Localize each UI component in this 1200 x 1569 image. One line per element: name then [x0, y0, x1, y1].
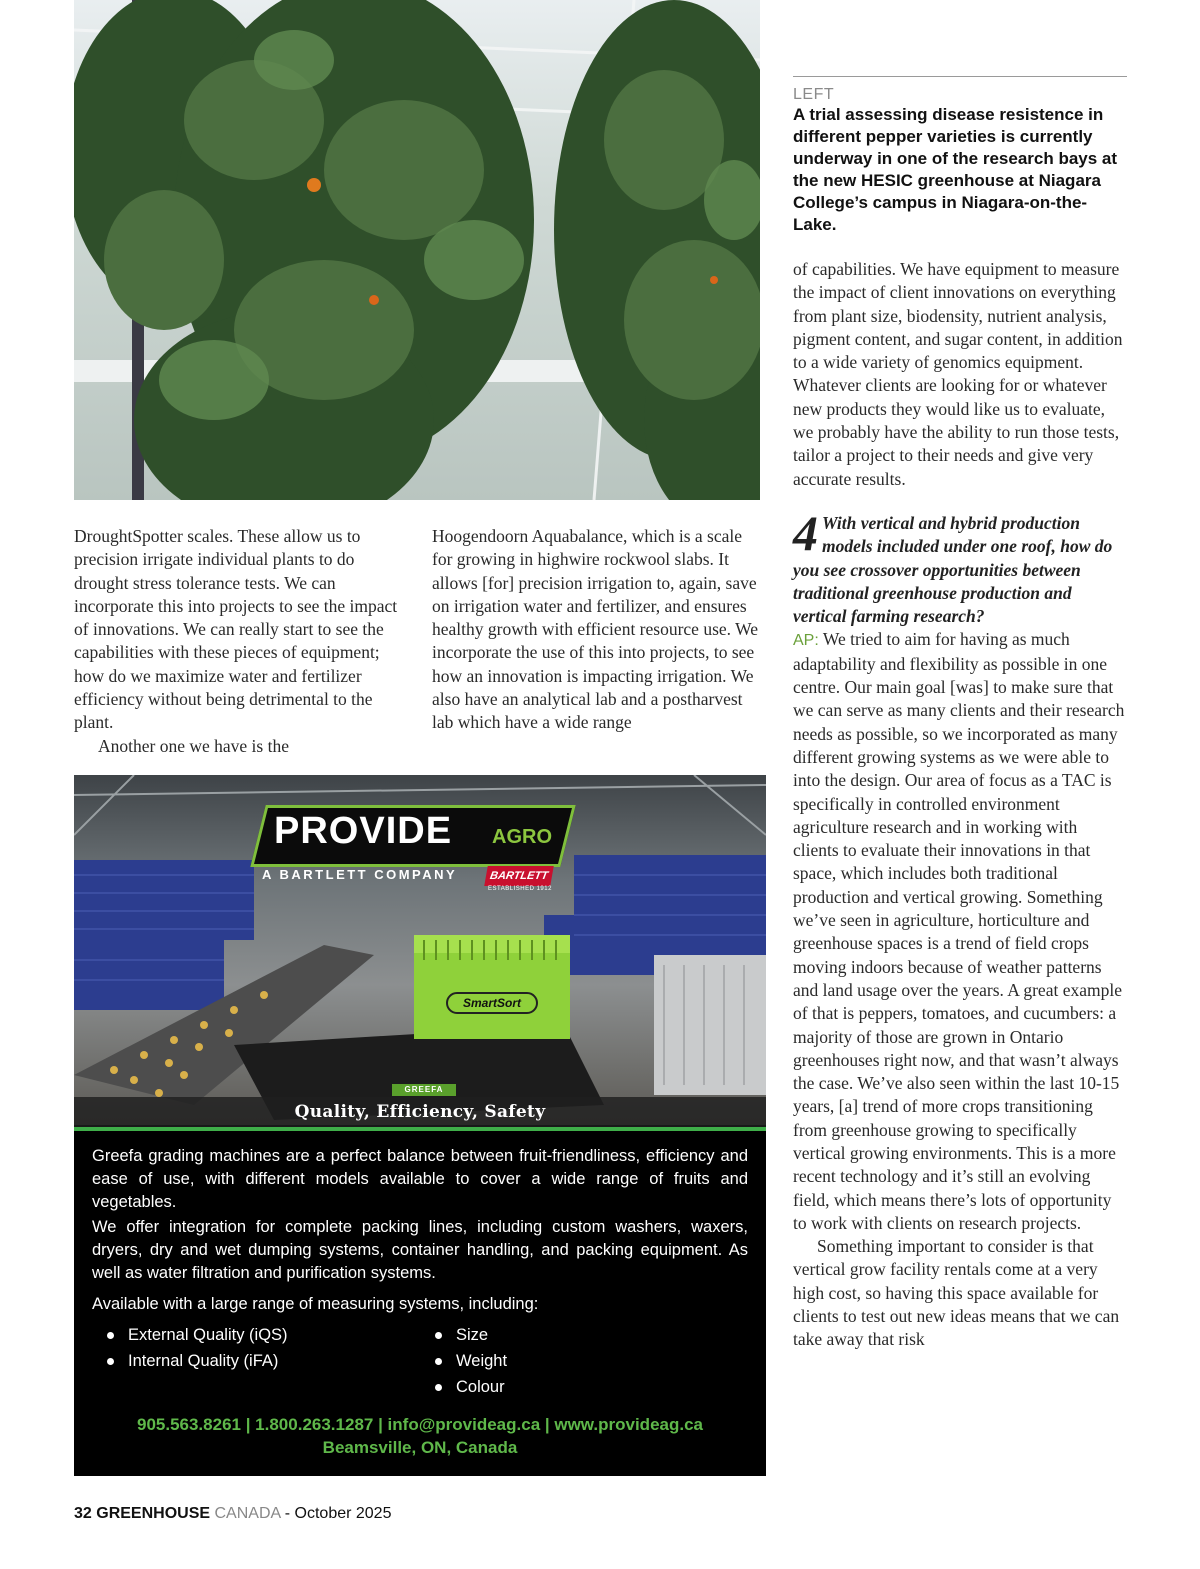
agro-logo-text: AGRO — [492, 826, 552, 848]
provide-logo-text: PROVIDE — [274, 810, 453, 852]
ad-paragraph: Greefa grading machines are a perfect balance between fruit-friendliness, efficiency and ease of use, with different models available to cover a wide range of fruits and vegetables. — [92, 1147, 748, 1211]
bartlett-company-subtitle: A BARTLETT COMPANY — [262, 867, 458, 882]
answer-text: We tried to aim for having as much adaptability and flexibility as possible in one centre. Our main goal [was] to make sure that we can serve as many clients and their research needs as possible, so we incorporated as many different growing systems as we were able to into the design. Our area of focus as a TAC is specifically in controlled environment agriculture research and in working with clients to evaluate their innovations in that space, which includes both traditional production and vertical growing. Something we’ve seen in agriculture, horticulture and greenhouse spaces is a trend of field crops moving indoors because of weather patterns and land usage over the years. A great example of that is peppers, tomatoes, and cucumbers: a majority of those are grown in Ontario greenhouses right now, and that wasn’t always the case. We’ve also seen within the last 10-15 years, [a] trend of more crops transitioning from greenhouse growing to specifically vertical growing environments. This is a more recent technology and it’s still an evolving field, which means there’s lots of opportunity to work with clients on research projects. — [793, 629, 1125, 1233]
interview-answer — [793, 628, 1127, 1235]
caption-text: A trial assessing disease resistence in different pepper varieties is currently underway in one of the research bays at the new HESIC greenhouse at Niagara College’s campus in Niagara-on-the-Lake. — [793, 105, 1118, 234]
list-item: Internal Quality (iFA) — [92, 1348, 288, 1374]
measuring-systems-lists — [92, 1322, 748, 1402]
pepper-plants-illustration — [74, 0, 760, 500]
ad-contact-info[interactable] — [74, 1413, 766, 1459]
ad-paragraph: We offer integration for complete packing lines, including custom washers, waxers, dryers, dry and wet dumping systems, container handling, and packing equipment. As well as water filtration and purification systems. — [92, 1218, 748, 1282]
ad-body-copy — [92, 1145, 748, 1402]
magazine-region: CANADA — [214, 1505, 281, 1522]
greefa-badge: GREEFA — [392, 1084, 456, 1096]
list-item: External Quality (iQS) — [92, 1322, 288, 1348]
pepper-plants-photo — [74, 0, 760, 500]
question-text: With vertical and hybrid production models included under one roof, how do you see crossover opportunities between traditional greenhouse production and vertical farming research? — [793, 512, 1113, 627]
list-item: Colour — [420, 1374, 507, 1400]
established-text: ESTABLISHED 1912 — [488, 886, 552, 892]
list-item: Size — [420, 1322, 507, 1348]
question-number: 4 — [793, 504, 818, 561]
article-paragraph: of capabilities. We have equipment to measure the impact of client innovations on everything from plant size, biodensity, nutrient analysis, pigment content, and sugar content, in addition to a wide variety of genomics equipment. Whatever clients are looking for or whatever new products they would like us to evaluate, we probably have the ability to run those tests, tailor a project to their needs and give very accurate results. — [793, 259, 1123, 489]
article-paragraph: DroughtSpotter scales. These allow us to precision irrigate individual plants to do drought stress tolerance tests. We can incorporate this into projects to see the impact of innovations. We can really start to see the capabilities with these pieces of equipment; how do we maximize water and fertilizer efficiency without being detrimental to the plant. — [74, 526, 398, 733]
provide-agro-advertisement[interactable] — [74, 775, 766, 1476]
ad-green-divider — [74, 1127, 766, 1131]
caption-position-tag: LEFT — [793, 86, 835, 103]
article-column-left — [74, 525, 402, 758]
measuring-list-right — [420, 1322, 507, 1400]
speaker-separator: : — [814, 632, 819, 650]
interview-question — [793, 504, 1127, 628]
article-paragraph: Hoogendoorn Aquabalance, which is a scale for growing in highwire rockwool slabs. It allows [for] precision irrigation to, again, save on irrigation water and fertilizer, and ensures healthy growth with efficient resource use. We incorporate the use of this into projects, to see how an innovation is impacting irrigation. We also have an analytical lab and a postharvest lab which have a wide range — [432, 526, 758, 733]
article-column-right — [793, 258, 1127, 1352]
speaker-initials: AP — [793, 632, 815, 650]
article-paragraph: Something important to consider is that vertical grow facility rentals come at a very high cost, so having this space available for clients to test out new ideas means that we can take away that risk — [793, 1236, 1120, 1350]
bartlett-badge: BARTLETT — [484, 866, 554, 886]
measuring-list-left — [92, 1322, 288, 1374]
caption-divider — [793, 76, 1127, 77]
contact-location: Beamsville, ON, Canada — [322, 1438, 518, 1457]
page-footer — [74, 1505, 391, 1523]
ad-tagline: Quality, Efficiency, Safety — [294, 1102, 546, 1122]
contact-line[interactable]: 905.563.8261 | 1.800.263.1287 | info@provideag.ca | www.provideag.ca — [136, 1415, 703, 1434]
smartsort-label: SmartSort — [446, 992, 538, 1014]
article-column-middle — [432, 525, 764, 735]
article-paragraph: Another one we have is the — [98, 735, 289, 756]
page-number: 32 — [74, 1505, 92, 1522]
list-item: Weight — [420, 1348, 507, 1374]
ad-measuring-intro: Available with a large range of measuring systems, including: — [92, 1294, 539, 1313]
magazine-name: GREENHOUSE — [96, 1505, 211, 1522]
issue-date: - October 2025 — [284, 1505, 392, 1522]
photo-caption — [793, 76, 1127, 236]
